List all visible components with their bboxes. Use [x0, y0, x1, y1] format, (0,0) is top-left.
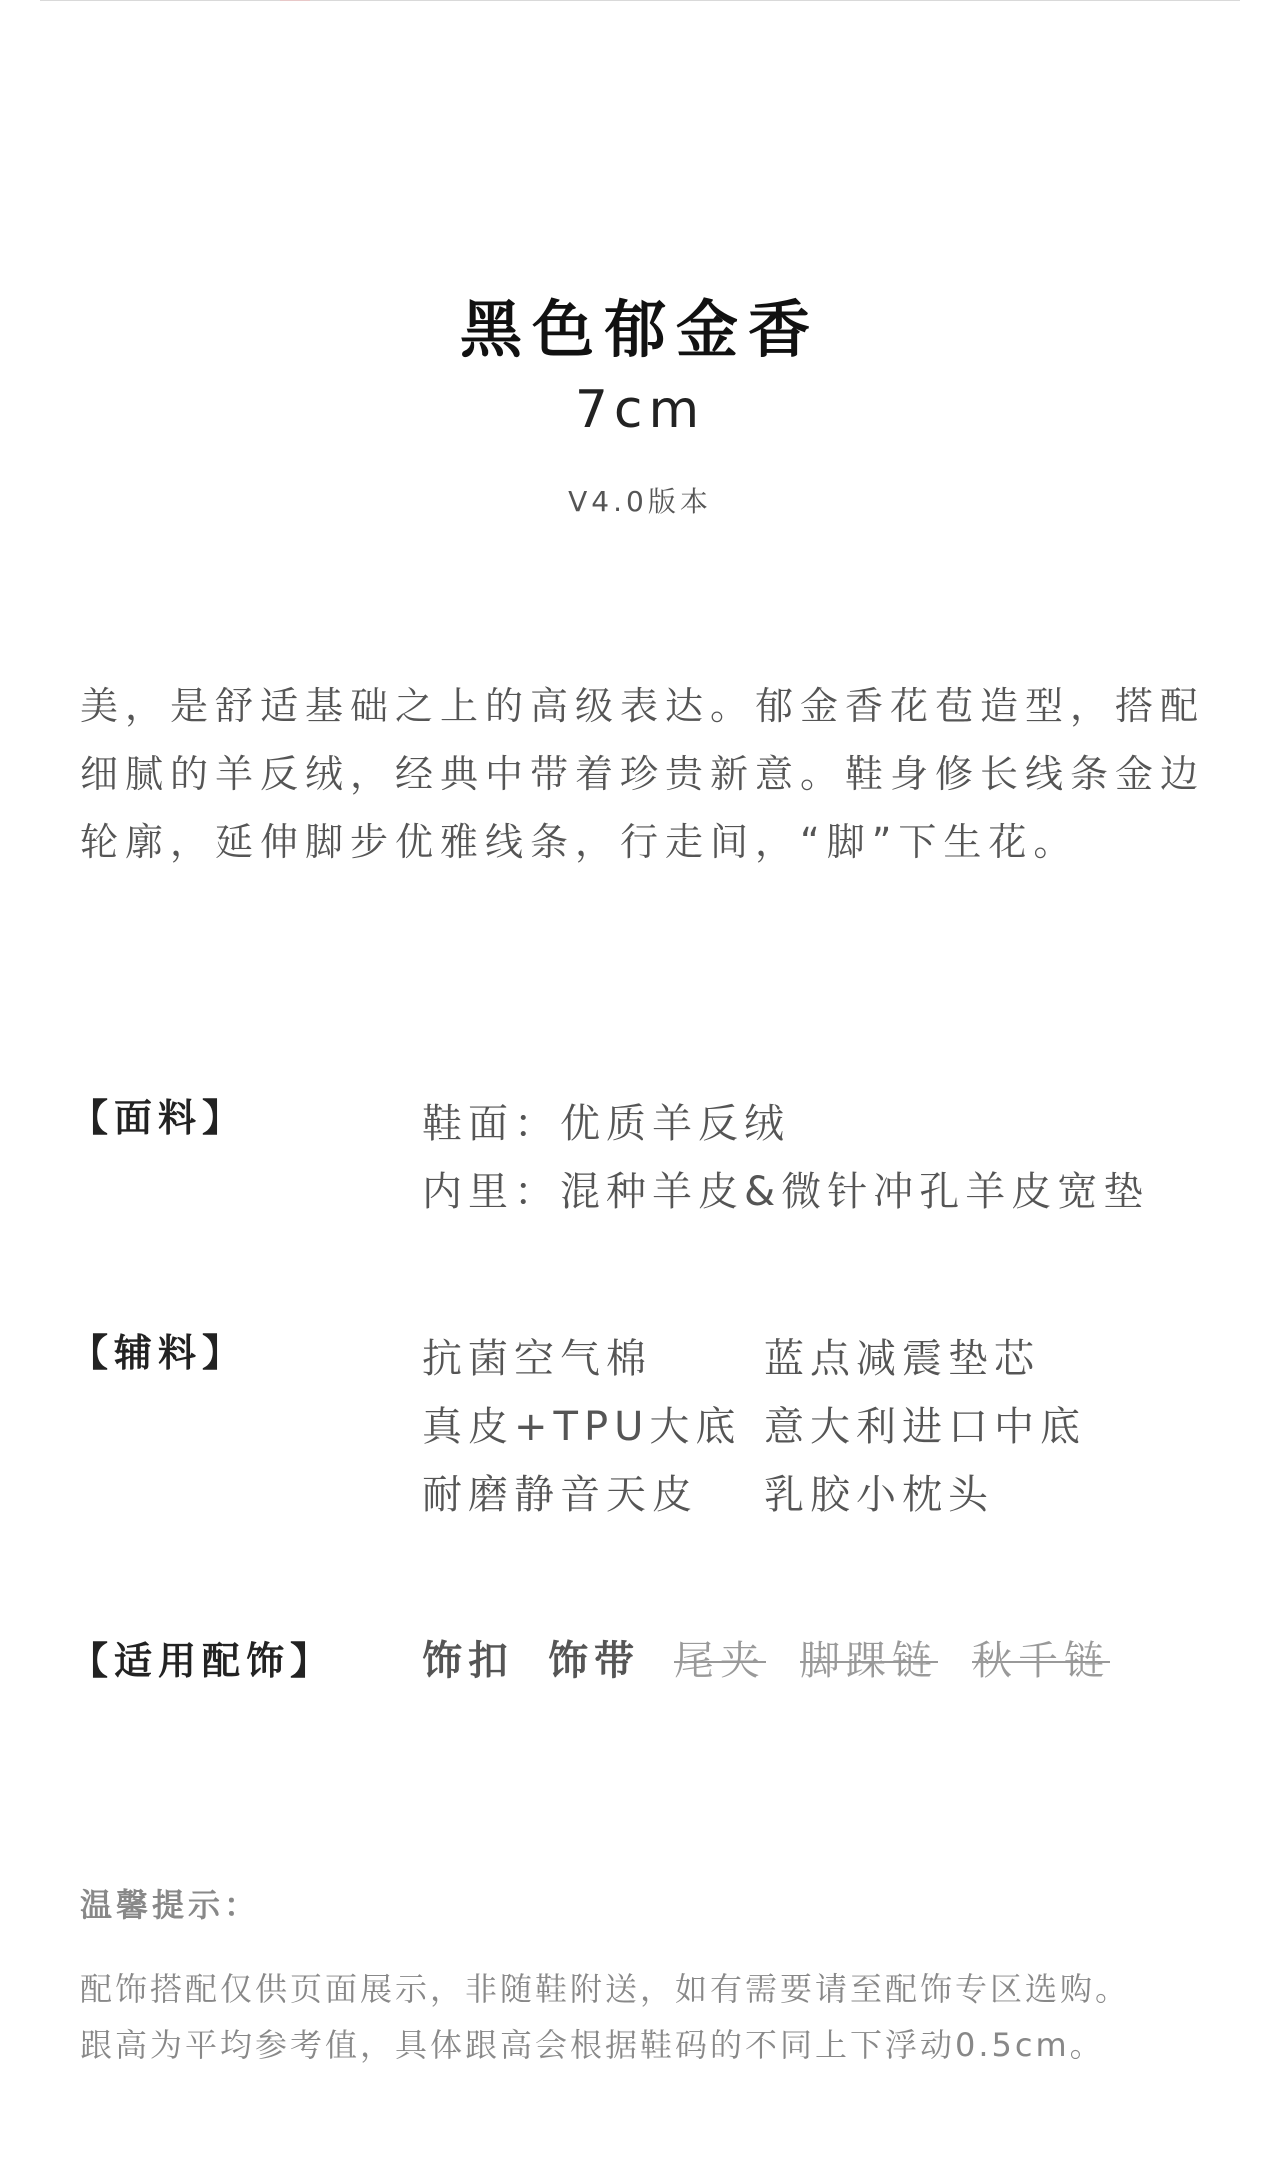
auxiliary-item: 耐磨静音天皮: [422, 1472, 698, 1518]
tips-section: [80, 1883, 1240, 2073]
auxiliary-label: 【辅料】: [70, 1331, 247, 1375]
accessories-label: 【适用配饰】: [70, 1639, 335, 1683]
top-divider-accent: [280, 0, 310, 1]
tips-title: 温馨提示：: [80, 1886, 261, 1924]
lining-material: 内里：混种羊皮&微针冲孔羊皮宽垫: [422, 1169, 1150, 1215]
auxiliary-item: 意大利进口中底: [764, 1404, 1086, 1450]
material-label: 【面料】: [70, 1096, 247, 1140]
product-description: 美，是舒适基础之上的高级表达。郁金香花苞造型，搭配细腻的羊反绒，经典中带着珍贵新意。鞋身修长线条金边轮廓，延伸脚步优雅线条，行走间，“脚”下生花。: [80, 684, 1206, 864]
tips-line: 跟高为平均参考值，具体跟高会根据鞋码的不同上下浮动0.5cm。: [80, 2026, 1105, 2064]
accessory-unavailable: 秋千链: [972, 1638, 1110, 1684]
product-title: 黑色郁金香: [459, 293, 820, 366]
auxiliary-list: [422, 1325, 1086, 1529]
auxiliary-item: 真皮+TPU大底: [422, 1404, 742, 1450]
auxiliary-item: 抗菌空气棉: [422, 1336, 652, 1382]
heel-height: 7cm: [574, 380, 706, 440]
version-label: V4.0版本: [568, 485, 712, 518]
upper-material: 鞋面：优质羊反绒: [422, 1101, 790, 1147]
accessory-available: 饰扣: [422, 1638, 514, 1684]
product-header: [0, 290, 1280, 520]
accessory-unavailable: 脚踝链: [800, 1638, 938, 1684]
material-list: [422, 1090, 1149, 1226]
auxiliary-item: 蓝点减震垫芯: [764, 1336, 1040, 1382]
accessory-unavailable: 尾夹: [674, 1638, 766, 1684]
auxiliary-item: 乳胶小枕头: [764, 1472, 994, 1518]
accessory-available: 饰带: [548, 1638, 640, 1684]
tips-line: 配饰搭配仅供页面展示，非随鞋附送，如有需要请至配饰专区选购。: [80, 1970, 1131, 2008]
accessories-list: [422, 1633, 1144, 1689]
top-divider: [40, 0, 1240, 1]
